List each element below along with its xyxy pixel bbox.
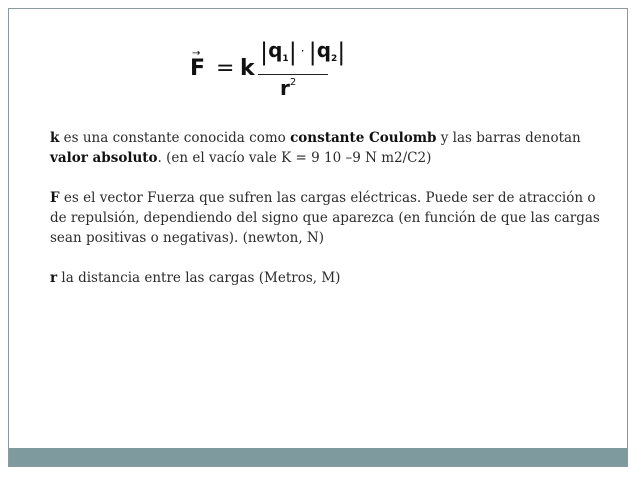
abs-bar: | — [288, 38, 297, 66]
formula-numerator — [260, 38, 345, 66]
formula-r: r — [280, 76, 290, 100]
formula-force-symbol: F — [190, 56, 206, 81]
term-valor-absoluto: valor absoluto — [50, 150, 158, 166]
paragraph-force — [50, 188, 615, 248]
formula-q2-subscript: 2 — [331, 54, 338, 64]
abs-bar: | — [260, 38, 269, 66]
text-span: . (en el vacío vale K = 9 10 –9 N m2/C2) — [157, 150, 432, 166]
formula-k: k — [240, 56, 255, 81]
formula-q2: q — [316, 38, 332, 62]
formula-denominator — [280, 76, 296, 100]
formula-equals: = — [216, 56, 235, 81]
coulomb-formula — [188, 34, 346, 106]
formula-r-exponent: 2 — [289, 77, 297, 88]
term-r: r — [50, 270, 58, 286]
slide-body — [50, 128, 615, 308]
paragraph-distance — [50, 268, 615, 288]
text-span: y las barras denotan — [436, 130, 581, 146]
abs-bar: | — [337, 38, 346, 66]
text-span: es el vector Fuerza que sufren las cargas eléctricas. Puede ser de atracción o de repulsión, dependiendo del signo que aparezca (en función de que las cargas sean positivas o negativas). (newton, N) — [50, 190, 600, 246]
term-constante-coulomb: constante Coulomb — [290, 130, 437, 146]
fraction-line — [258, 74, 328, 75]
vector-arrow-icon: → — [192, 48, 201, 59]
formula-q1-subscript: 1 — [282, 54, 289, 64]
text-span: la distancia entre las cargas (Metros, M) — [57, 270, 341, 286]
term-k: k — [50, 130, 60, 146]
bottom-bar — [9, 448, 627, 466]
text-span: es una constante conocida como — [59, 130, 291, 146]
abs-bar: | — [308, 38, 317, 66]
formula-q1: q — [268, 38, 283, 62]
term-f: F — [50, 190, 60, 206]
formula-dot: · — [300, 44, 305, 58]
paragraph-k-constant — [50, 128, 615, 168]
